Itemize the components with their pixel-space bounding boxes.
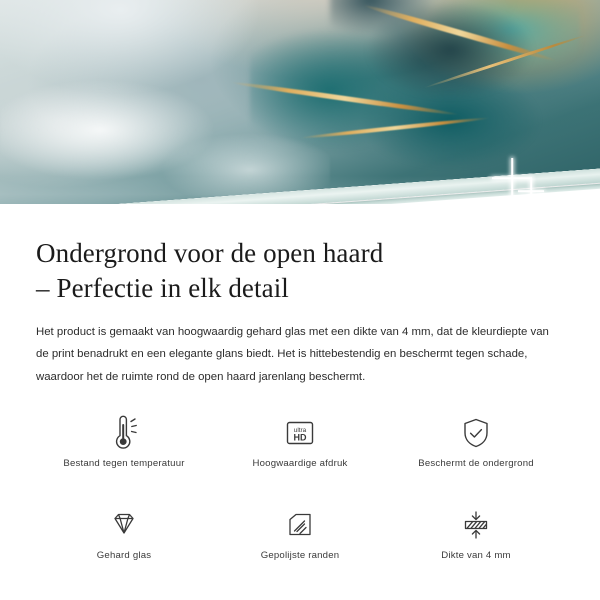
feature-label: Dikte van 4 mm	[441, 549, 511, 561]
feature-item-tempered-glass	[36, 502, 212, 584]
page-title	[36, 236, 564, 305]
thermometer-icon	[102, 410, 146, 456]
hero-image	[0, 0, 600, 222]
body-text: Het product is gemaakt van hoogwaardig gehard glas met een dikte van 4 mm, dat de kleurdiepte van de print benadrukt en een elegante glans biedt. Het is hittebestendig en beschermt tegen schade, waardoor het de ruimte rond de open haard jarenlang beschermt.	[36, 326, 549, 383]
feature-label: Bestand tegen temperatuur	[63, 457, 185, 469]
feature-item-temperature	[36, 410, 212, 492]
hero-bottom-mask	[0, 204, 600, 222]
content-area	[0, 236, 600, 584]
svg-text:HD: HD	[293, 432, 307, 443]
page-title-line-2: – Perfectie in elk detail	[36, 272, 289, 303]
feature-item-print-quality	[212, 410, 388, 492]
feature-label: Gehard glas	[96, 549, 152, 561]
thickness-4mm-icon	[454, 502, 498, 548]
feature-label: Hoogwaardige afdruk	[252, 457, 348, 469]
feature-item-polished-edges	[212, 502, 388, 584]
artwork-dark-swirl	[330, 0, 600, 160]
feature-item-surface-protection	[388, 410, 564, 492]
svg-text:ultra: ultra	[293, 426, 307, 434]
feature-item-thickness	[388, 502, 564, 584]
ultra-hd-icon	[278, 410, 322, 456]
feature-label: Beschermt de ondergrond	[418, 457, 534, 469]
marble-glass-artwork	[0, 0, 600, 222]
diamond-icon	[102, 502, 146, 548]
shield-check-icon	[454, 410, 498, 456]
page-title-line-1: Ondergrond voor de open haard	[36, 238, 384, 268]
feature-label: Gepolijste randen	[260, 549, 340, 561]
feature-grid	[36, 410, 564, 584]
polished-edges-icon	[278, 502, 322, 548]
